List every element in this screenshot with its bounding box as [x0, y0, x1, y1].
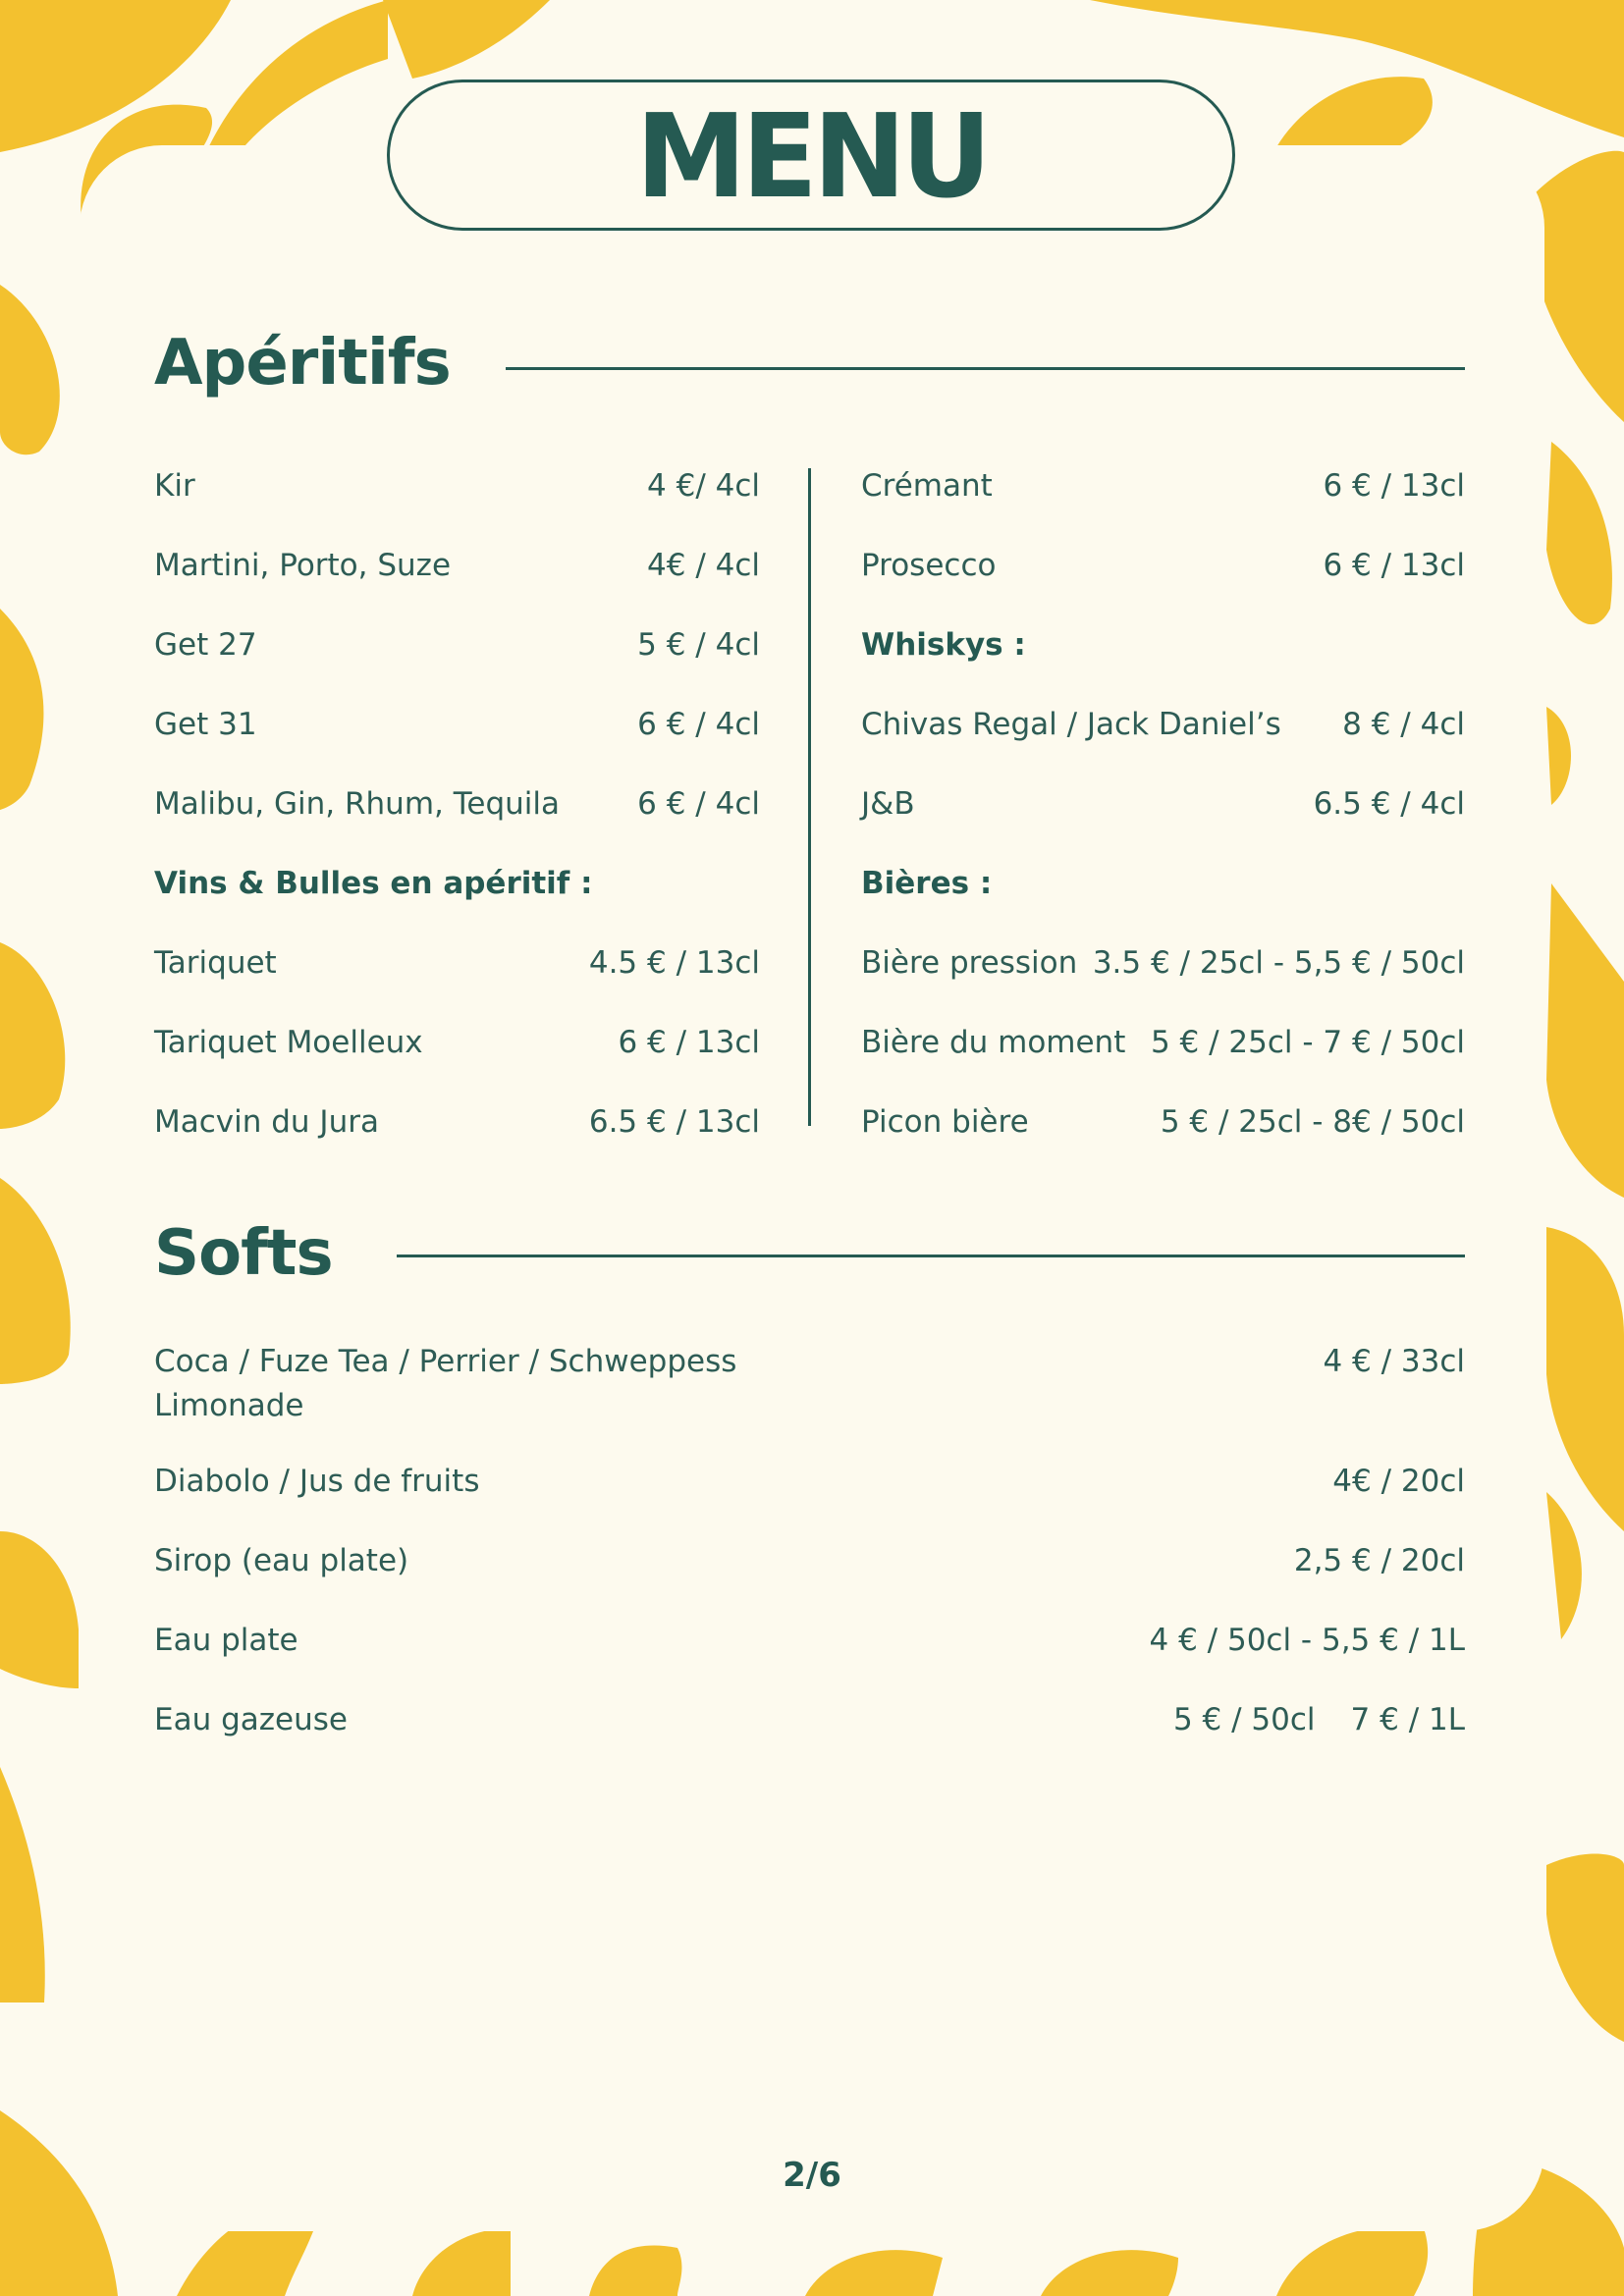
item-label: Tariquet Moelleux — [154, 1024, 423, 1060]
list-item — [154, 1460, 1465, 1539]
list-item — [154, 1619, 1465, 1698]
item-price: 8 € / 4cl — [1342, 706, 1465, 742]
softs-heading — [154, 1217, 333, 1290]
list-item — [861, 446, 1465, 525]
item-label: Eau gazeuse — [154, 1702, 348, 1737]
item-label: Prosecco — [861, 547, 997, 583]
item-label: Sirop (eau plate) — [154, 1543, 409, 1578]
aperitifs-title: Apéritifs — [154, 327, 451, 400]
softs-rule — [397, 1255, 1465, 1257]
item-label: Picon bière — [861, 1103, 1029, 1140]
page-number: 2/6 — [783, 2156, 841, 2195]
item-price: 2,5 € / 20cl — [1293, 1543, 1465, 1578]
item-label: Diabolo / Jus de fruits — [154, 1464, 480, 1499]
item-label-line2: Limonade — [154, 1388, 304, 1423]
aperitifs-rule — [506, 367, 1465, 370]
menu-title: MENU — [635, 88, 987, 224]
item-label: Macvin du Jura — [154, 1103, 379, 1140]
item-label: Malibu, Gin, Rhum, Tequila — [154, 785, 561, 822]
list-item — [154, 605, 760, 684]
aperitifs-right-column — [861, 446, 1465, 1161]
list-item — [154, 446, 760, 525]
list-item — [154, 1002, 760, 1082]
item-price: 4€ / 4cl — [647, 547, 760, 583]
item-label: Get 31 — [154, 706, 257, 742]
subheading-bieres — [861, 843, 1465, 923]
list-item — [861, 1002, 1465, 1082]
item-label: Tariquet — [154, 944, 277, 981]
list-item — [861, 525, 1465, 605]
item-price: 5 € / 50cl — [1172, 1702, 1316, 1737]
aperitifs-left-column — [154, 446, 760, 1161]
subheading-label: Whiskys : — [861, 626, 1026, 663]
softs-title: Softs — [154, 1217, 333, 1290]
item-price: 5 € / 4cl — [637, 626, 760, 663]
list-item — [154, 1539, 1465, 1619]
subheading-label: Vins & Bulles en apéritif : — [154, 865, 593, 901]
item-label: Crémant — [861, 467, 993, 504]
list-item — [154, 1698, 1465, 1778]
item-price: 4€ / 20cl — [1332, 1464, 1465, 1499]
list-item — [154, 764, 760, 843]
item-price: 6 € / 13cl — [1323, 467, 1465, 504]
list-item — [861, 684, 1465, 764]
item-price: 6.5 € / 4cl — [1313, 785, 1465, 822]
list-item — [861, 764, 1465, 843]
item-price: 5 € / 25cl - 7 € / 50cl — [1150, 1024, 1465, 1060]
list-item — [861, 1082, 1465, 1161]
item-label: Bière pression — [861, 944, 1078, 981]
item-price-secondary: 7 € / 1L — [1350, 1702, 1465, 1737]
subheading-label: Bières : — [861, 865, 993, 901]
item-label: J&B — [861, 785, 915, 822]
item-price: 6 € / 4cl — [637, 785, 760, 822]
item-label-group — [154, 1340, 736, 1428]
item-price: 6 € / 4cl — [637, 706, 760, 742]
list-item — [154, 1082, 760, 1161]
item-price: 3.5 € / 25cl - 5,5 € / 50cl — [1092, 944, 1465, 981]
list-item — [154, 923, 760, 1002]
item-label: Kir — [154, 467, 195, 504]
item-label: Martini, Porto, Suze — [154, 547, 452, 583]
item-label: Bière du moment — [861, 1024, 1126, 1060]
item-label: Coca / Fuze Tea / Perrier / Schweppess — [154, 1344, 737, 1379]
item-price: 4 € / 50cl - 5,5 € / 1L — [1149, 1623, 1465, 1658]
item-price: 4.5 € / 13cl — [588, 944, 760, 981]
menu-title-pill — [387, 80, 1235, 231]
list-item — [154, 684, 760, 764]
column-divider — [808, 468, 811, 1126]
item-label: Eau plate — [154, 1623, 298, 1658]
subheading-whiskys — [861, 605, 1465, 684]
item-label: Get 27 — [154, 626, 257, 663]
aperitifs-heading — [154, 327, 451, 400]
list-item — [861, 923, 1465, 1002]
item-price: 4 €/ 4cl — [647, 467, 760, 504]
softs-list — [154, 1340, 1465, 1778]
item-price: 6.5 € / 13cl — [588, 1103, 760, 1140]
item-price: 5 € / 25cl - 8€ / 50cl — [1160, 1103, 1465, 1140]
item-price: 6 € / 13cl — [618, 1024, 760, 1060]
item-price: 6 € / 13cl — [1323, 547, 1465, 583]
item-price: 4 € / 33cl — [1323, 1344, 1465, 1379]
list-item — [154, 1340, 1465, 1460]
subheading-vins-bulles — [154, 843, 760, 923]
item-label: Chivas Regal / Jack Daniel’s — [861, 706, 1281, 742]
list-item — [154, 525, 760, 605]
item-price-group — [1173, 1698, 1465, 1742]
